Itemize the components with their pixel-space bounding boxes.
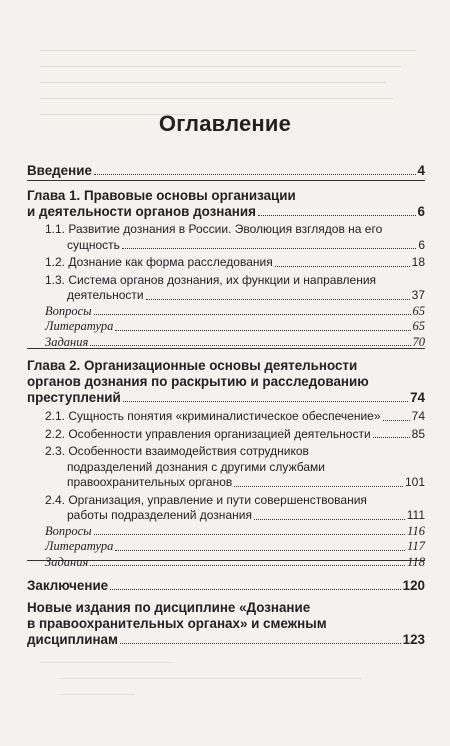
toc-entry-questions-2[interactable] bbox=[27, 524, 425, 540]
toc-entry-label: сущность bbox=[67, 237, 120, 252]
toc-entry-label: правоохранительных органов bbox=[67, 475, 233, 489]
toc-entry-section-2-4[interactable] bbox=[27, 493, 425, 524]
toc-entry-label: 2.4. Организация, управление и пути совершенствования bbox=[45, 492, 367, 507]
toc-entry-label: Литература bbox=[45, 319, 114, 333]
toc-entry-tasks-1[interactable] bbox=[27, 335, 425, 351]
toc-entry-label: в правоохранительных органах» и смежным bbox=[27, 616, 327, 631]
leader-dots bbox=[90, 565, 405, 566]
toc-entry-new-editions[interactable] bbox=[27, 600, 425, 648]
toc-page-number: 74 bbox=[411, 409, 425, 423]
toc-entry-label: Задания bbox=[45, 334, 89, 349]
toc-entry-label: 1.3. Система органов дознания, их функции и направления bbox=[45, 272, 377, 287]
toc-entry-intro[interactable] bbox=[27, 163, 425, 179]
toc-entry-label: Задания bbox=[45, 554, 89, 569]
toc-entry-label: 2.3. Особенности взаимодействия сотрудников bbox=[45, 444, 309, 458]
toc-entry-label: 2.2. Особенности управления организацией деятельности bbox=[45, 426, 371, 441]
table-of-contents bbox=[27, 163, 425, 648]
leader-dots bbox=[234, 486, 403, 487]
toc-entry-label: Вопросы bbox=[45, 523, 92, 538]
toc-entry-label: 1.1. Развитие дознания в России. Эволюция взглядов на его bbox=[45, 222, 383, 236]
toc-page-number: 123 bbox=[402, 632, 425, 647]
leader-dots bbox=[122, 248, 416, 249]
toc-entry-section-2-2[interactable] bbox=[27, 427, 425, 443]
toc-entry-label: 1.2. Дознание как форма расследования bbox=[45, 255, 273, 269]
toc-entry-conclusion[interactable] bbox=[27, 578, 425, 594]
leader-dots bbox=[254, 519, 405, 520]
toc-page-number: 37 bbox=[411, 288, 425, 302]
toc-entry-section-2-1[interactable] bbox=[27, 409, 425, 425]
toc-entry-label: 2.1. Сущность понятия «криминалистическое обеспечение» bbox=[45, 409, 381, 423]
toc-entry-chapter-1[interactable] bbox=[27, 188, 425, 220]
toc-entry-label: подразделений дознания с другими службами bbox=[67, 459, 325, 474]
leader-dots bbox=[94, 314, 411, 315]
leader-dots bbox=[258, 215, 416, 216]
toc-entry-label: Глава 2. Организационные основы деятельности bbox=[27, 358, 358, 373]
toc-entry-section-1-2[interactable] bbox=[27, 255, 425, 271]
toc-page-number: 6 bbox=[417, 204, 425, 219]
toc-entry-label: Вопросы bbox=[45, 303, 92, 318]
leader-dots bbox=[146, 299, 410, 300]
page-title: Оглавление bbox=[158, 111, 292, 136]
leader-dots bbox=[373, 437, 410, 438]
toc-page-number: 120 bbox=[402, 578, 425, 593]
leader-dots bbox=[120, 643, 401, 644]
toc-entry-questions-1[interactable] bbox=[27, 304, 425, 320]
toc-page-number: 6 bbox=[418, 237, 425, 252]
toc-entry-literature-2[interactable] bbox=[27, 539, 425, 555]
toc-page-number: 116 bbox=[407, 523, 425, 538]
leader-dots bbox=[115, 550, 405, 551]
toc-entry-label: и деятельности органов дознания bbox=[27, 204, 256, 219]
toc-page-number: 18 bbox=[411, 255, 425, 269]
toc-page-number: 65 bbox=[412, 303, 425, 318]
bleed-through-footnote bbox=[40, 650, 416, 698]
leader-dots bbox=[94, 174, 416, 175]
toc-page-number: 118 bbox=[407, 554, 425, 569]
leader-dots bbox=[123, 401, 408, 402]
toc-entry-label: деятельности bbox=[67, 288, 144, 302]
toc-page-number: 85 bbox=[411, 426, 425, 441]
toc-page-number: 101 bbox=[404, 475, 425, 489]
toc-entry-tasks-2[interactable] bbox=[27, 555, 425, 571]
leader-dots bbox=[110, 589, 401, 590]
toc-entry-label: органов дознания по раскрытию и расследованию bbox=[27, 374, 369, 389]
toc-entry-label: работы подразделений дознания bbox=[67, 508, 252, 522]
toc-page-number: 117 bbox=[407, 539, 425, 553]
toc-entry-label: Введение bbox=[27, 163, 92, 178]
toc-entry-label: дисциплинам bbox=[27, 632, 118, 647]
bleed-through-text-top bbox=[40, 38, 416, 118]
toc-entry-literature-1[interactable] bbox=[27, 319, 425, 335]
leader-dots bbox=[94, 534, 406, 535]
leader-dots bbox=[275, 266, 410, 267]
toc-entry-section-1-3[interactable] bbox=[27, 273, 425, 304]
toc-entry-label: преступлений bbox=[27, 390, 121, 405]
toc-entry-label: Глава 1. Правовые основы организации bbox=[27, 188, 296, 203]
leader-dots bbox=[383, 420, 410, 421]
toc-entry-chapter-2[interactable] bbox=[27, 358, 425, 406]
leader-dots bbox=[115, 330, 410, 331]
toc-entry-label: Литература bbox=[45, 539, 114, 553]
toc-entry-section-2-3[interactable] bbox=[27, 444, 425, 491]
leader-dots bbox=[90, 345, 410, 346]
toc-page-number: 65 bbox=[412, 319, 425, 333]
toc-page-number: 111 bbox=[406, 508, 425, 522]
toc-entry-section-1-1[interactable] bbox=[27, 222, 425, 253]
toc-page-number: 4 bbox=[417, 163, 425, 178]
toc-entry-label: Заключение bbox=[27, 578, 109, 593]
toc-page-number: 74 bbox=[410, 390, 425, 405]
toc-entry-label: Новые издания по дисциплине «Дознание bbox=[27, 600, 311, 615]
toc-page-number: 70 bbox=[412, 334, 425, 349]
